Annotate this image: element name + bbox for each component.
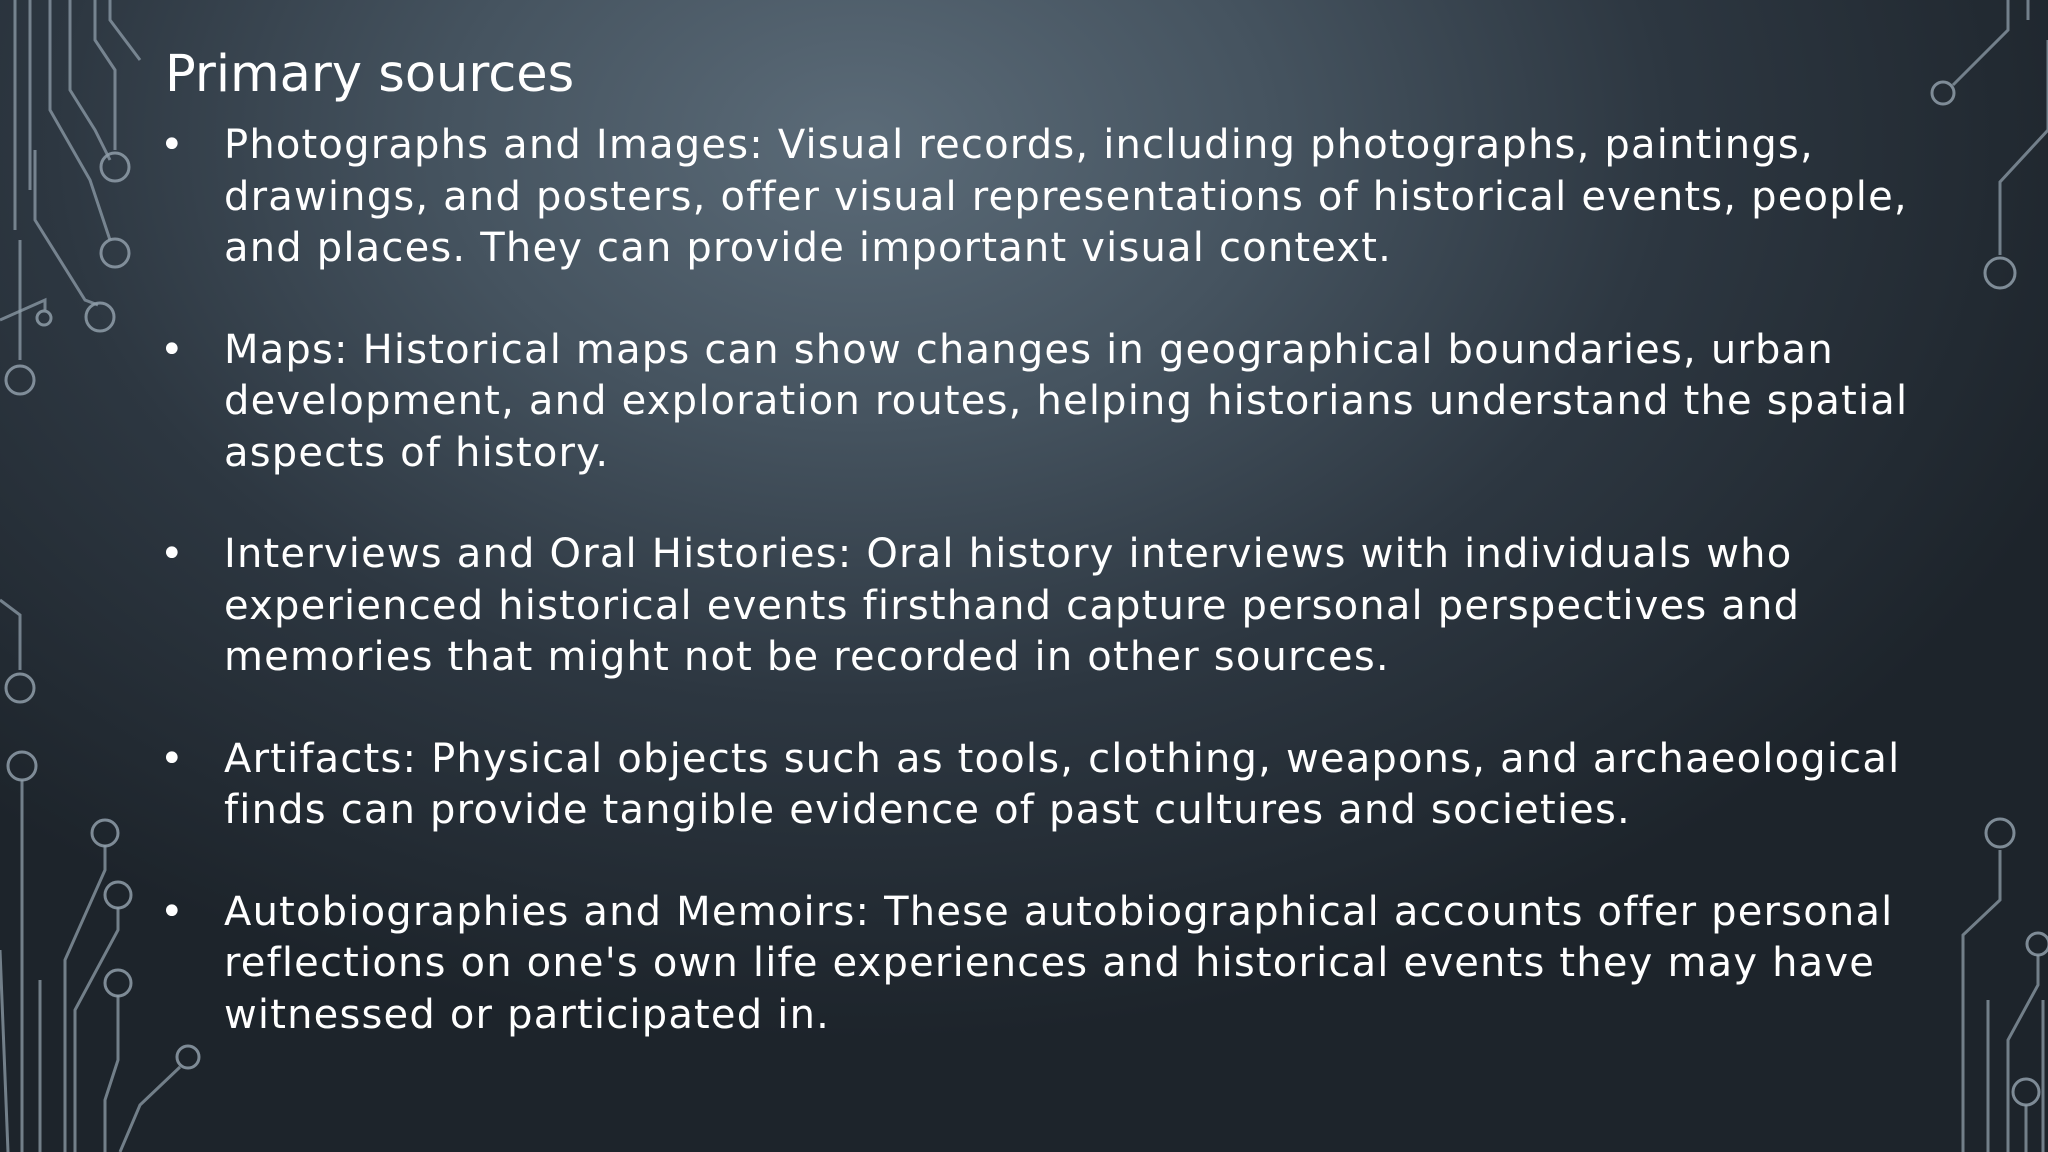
bullet-item-maps <box>160 325 1920 480</box>
bullet-text: Autobiographies and Memoirs: These autobiographical accounts offer personal reflections on one's own life experiences and historical events they may have witnessed or participated in. <box>224 888 1894 1038</box>
bullet-list <box>160 120 1920 1091</box>
bullet-text: Artifacts: Physical objects such as tools, clothing, weapons, and archaeological finds can provide tangible evidence of past cultures and societies. <box>224 735 1901 833</box>
bullet-item-autobiographies <box>160 887 1920 1042</box>
bullet-marker: • <box>160 122 185 168</box>
bullet-text: Photographs and Images: Visual records, including photographs, paintings, drawings, and posters, offer visual representations of historical events, people, and places. They can provide important visual context. <box>224 122 1908 271</box>
bullet-text: Maps: Historical maps can show changes in geographical boundaries, urban development, and exploration routes, helping historians understand the spatial aspects of history. <box>224 326 1909 476</box>
bullet-marker: • <box>160 326 185 373</box>
right-circuit-decoration <box>1918 0 2048 1152</box>
bullet-marker: • <box>160 735 185 782</box>
bullet-text: Interviews and Oral Histories: Oral history interviews with individuals who experienced historical events firsthand capture personal perspectives and memories that might not be recorded in other sources. <box>224 531 1801 680</box>
bullet-marker: • <box>160 531 185 577</box>
slide-title: Primary sources <box>165 45 575 104</box>
bullet-item-artifacts <box>160 734 1920 837</box>
bullet-marker: • <box>160 888 185 935</box>
bullet-item-photographs <box>160 120 1920 275</box>
bullet-item-interviews <box>160 529 1920 684</box>
